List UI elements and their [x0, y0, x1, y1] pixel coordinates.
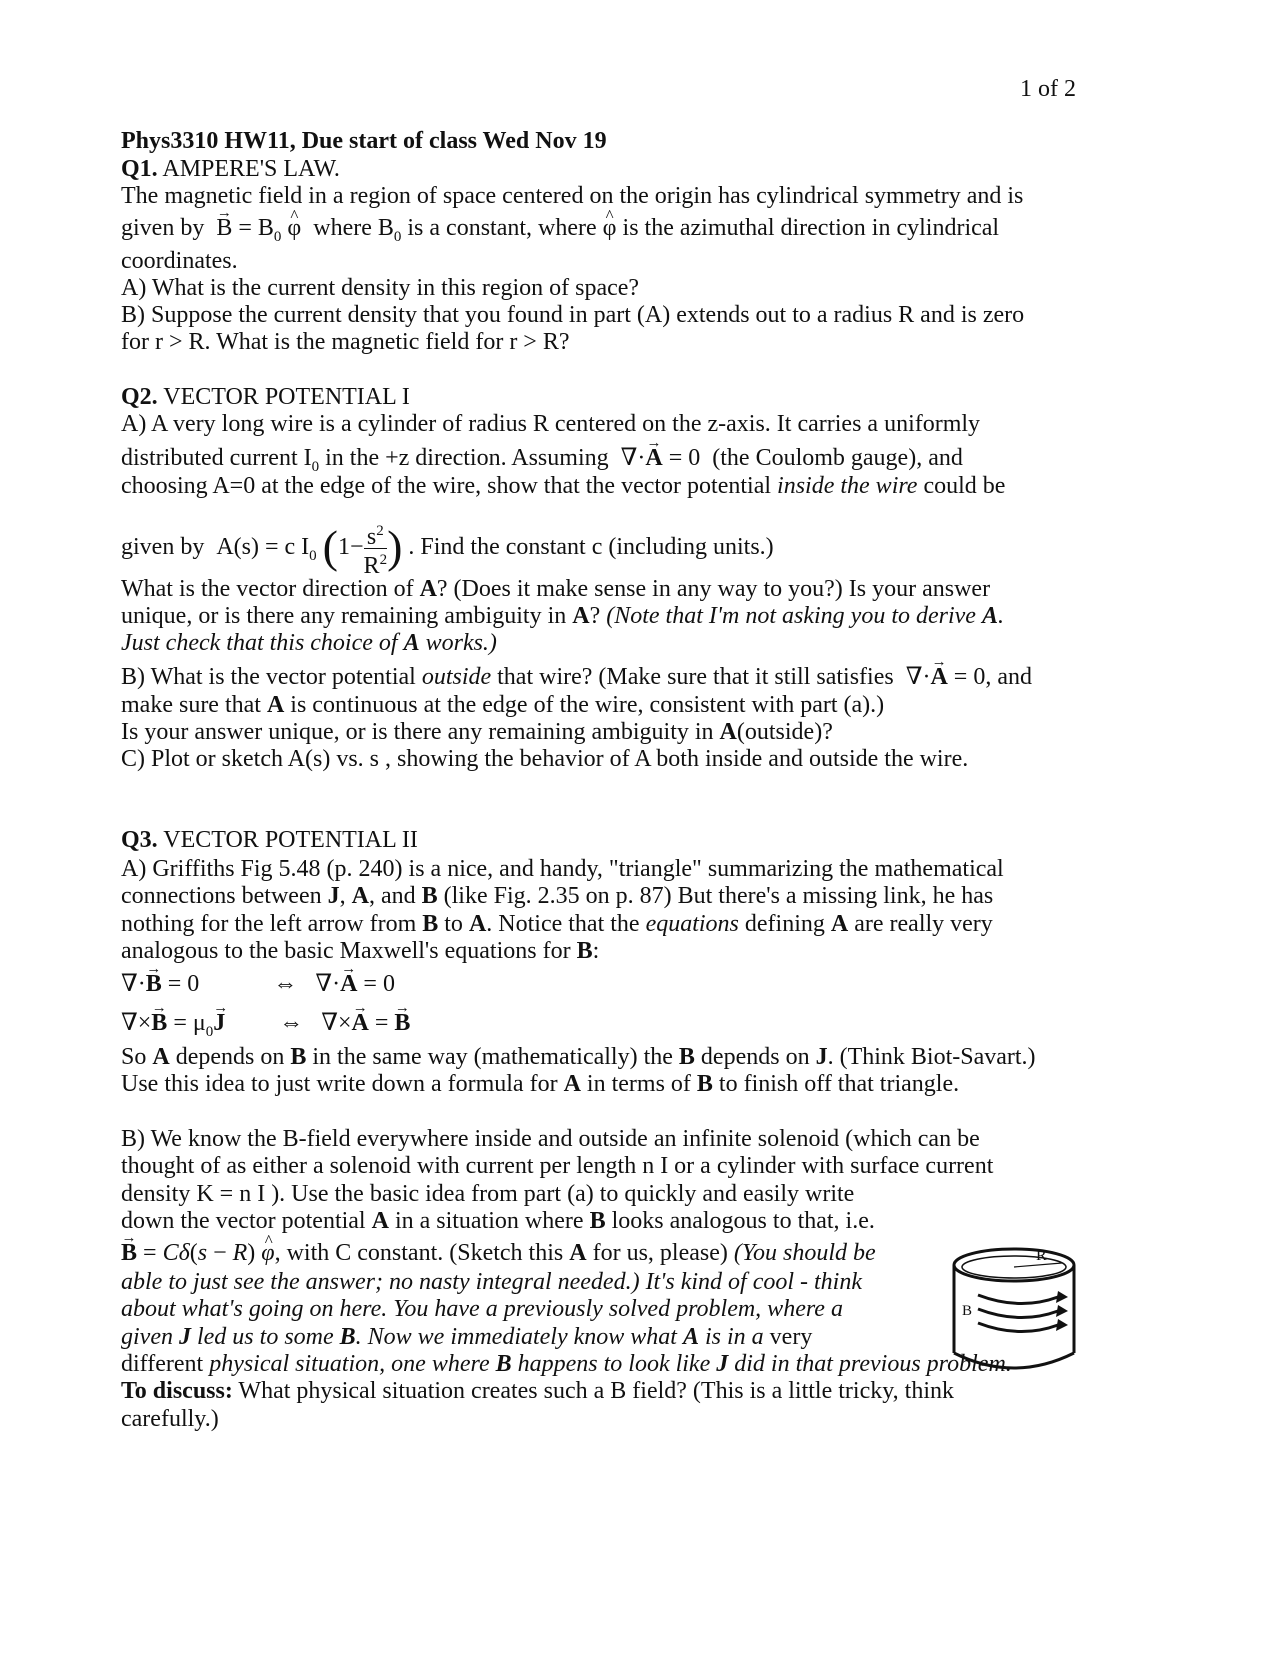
q2-a-line3-italic: inside the wire	[777, 473, 918, 499]
q3-b8-text-d: is in a	[704, 1324, 764, 1350]
q3-a-line1: A) Griffiths Fig 5.48 (p. 240) is a nice, and handy, "triangle" summarizing the mathematical	[121, 856, 1004, 882]
bold-b: B	[678, 1044, 695, 1070]
to-discuss-label: To discuss:	[121, 1378, 233, 1404]
q2-a-line2: distributed current $I_0$ in the +z direction. Assuming ∇·→ A = 0 (the Coulomb gauge), and	[121, 443, 963, 482]
q2-a-line2-text-b: in the +z direction. Assuming	[325, 445, 609, 471]
divergence-equation: ∇·→ A = 0	[900, 664, 986, 690]
q3-b-line5	[121, 1238, 876, 1268]
q2-question3-text-a: Just check that this choice of	[121, 630, 398, 656]
q2-a-line4-text-a: given by	[121, 534, 205, 561]
maxwell-curl-row: ∇×→ $B = \mu_0\to J$ ⇔ ∇×→ A = → B	[121, 1008, 410, 1047]
bold-j: J	[815, 1044, 828, 1070]
q1-line1: The magnetic field in a region of space centered on the origin has cylindrical symmetry and is	[121, 183, 1024, 209]
q3-b5-text-a: , with C constant. (Sketch this	[274, 1240, 564, 1266]
q2-a-line4	[121, 520, 774, 577]
q3-so-line1	[121, 1042, 1036, 1072]
q2-question2-text-b: ?	[589, 603, 601, 629]
q2-a-line1: A) A very long wire is a cylinder of radius R centered on the z-axis. It carries a uniformly	[121, 411, 981, 437]
q3-a-line2: connections between J, A, and B (like Fig. 2.35 on p. 87) But there's a missing link, he has	[121, 883, 994, 909]
bold-a: A	[266, 692, 285, 718]
q3-a2-text-c: (like Fig. 2.35 on p. 87) But there's a missing link, he has	[443, 883, 994, 909]
coulomb-gauge-equation: ∇·→ A = 0	[615, 445, 707, 471]
q3-b-line1: B) We know the B-field everywhere inside and outside an infinite solenoid (which can be	[121, 1126, 980, 1152]
bold-a: A	[371, 1208, 389, 1234]
q1-heading	[121, 154, 340, 184]
q3-discuss-line2: carefully.)	[121, 1406, 219, 1432]
q3-b8-text-b: led us to some	[196, 1324, 334, 1350]
q3-b8-text-a: given	[121, 1324, 173, 1350]
bold-italic-b: B	[495, 1351, 512, 1377]
q3-a4-text-a: analogous to the basic Maxwell's equations for	[121, 938, 571, 964]
q2-a-line2-text-c: (the Coulomb gauge), and	[712, 445, 963, 471]
q3-b-line6: able to just see the answer; no nasty integral needed.) It's kind of cool - think	[121, 1269, 862, 1295]
bold-b: B	[290, 1044, 307, 1070]
q3-discuss-line1	[121, 1376, 954, 1406]
q3-b4-text-a: down the vector potential	[121, 1208, 366, 1234]
vector-potential-equation: A(s) = c $I_0$ (1− $\frac{s^2}{R^2}$ )	[210, 521, 403, 579]
q2-question-text-b: ? (Does it make sense in any way to you?) Is your answer	[436, 576, 991, 602]
q2-label: Q2.	[121, 384, 158, 410]
page-number: 1 of 2	[1020, 76, 1076, 102]
maxwell-divergence-row: ∇·→ B = 0 ⇔ ∇·→ A = 0	[121, 969, 395, 999]
q3-discuss-text: What physical situation creates such a B field? (This is a little tricky, think	[238, 1378, 955, 1404]
q1-label: Q1.	[121, 156, 158, 182]
bold-a: A	[563, 1071, 581, 1097]
q2-c: C) Plot or sketch A(s) vs. s , showing the behavior of A both inside and outside the wire.	[121, 746, 969, 772]
q3-heading	[121, 825, 418, 855]
phi-hat-symbol: ^ φ	[603, 213, 617, 243]
q2-a-line2-text-a: distributed current I	[121, 445, 312, 471]
q2-question-text-a: What is the vector direction of	[121, 576, 414, 602]
q3-b9-text-a: different	[121, 1351, 204, 1377]
q3-b8-text-c: . Now we immediately know what	[355, 1324, 677, 1350]
q3-b-line3: density K = n I ). Use the basic idea from part (a) to quickly and easily write	[121, 1181, 855, 1207]
q2-b-line1	[121, 662, 1032, 692]
q3-s1-text-d: depends on	[700, 1044, 810, 1070]
bold-a: A	[572, 603, 590, 629]
q3-label: Q3.	[121, 827, 158, 853]
bold-italic-j: J	[716, 1351, 729, 1377]
bold-b: B	[421, 883, 438, 909]
q3-b8-text-e: very	[769, 1324, 813, 1350]
delta-b-equation: → B = Cδ(s − R) ^ φ	[121, 1240, 275, 1266]
q1-line2-text-d: is the azimuthal direction in cylindrical	[622, 215, 1000, 241]
q2-heading	[121, 382, 410, 412]
q3-a3-text-c: . Notice that the	[486, 911, 640, 937]
bold-italic-a: A	[682, 1324, 699, 1350]
q2-question-line3	[121, 628, 497, 658]
q2-a-line3-text-a: choosing A=0 at the edge of the wire, show that the vector potential	[121, 473, 772, 499]
q1-part-b-line1: B) Suppose the current density that you found in part (A) extends out to a radius R and is zero	[121, 302, 1025, 328]
bold-a: A	[830, 911, 849, 937]
q1-line2-text-c: is a constant, where	[407, 215, 597, 241]
q3-b9-italic-c: happens to look like	[517, 1351, 711, 1377]
q3-a3-text-b: to	[444, 911, 463, 937]
q3-b-line8	[121, 1322, 812, 1352]
q3-a2-text-a: connections between	[121, 883, 322, 909]
q2-b-text-c: that wire? (Make sure that it still satisfies	[497, 664, 894, 690]
bold-b: B	[422, 911, 439, 937]
bold-a: A	[569, 1240, 587, 1266]
q2-b2-text-b: is continuous at the edge of the wire, consistent with part (a).)	[290, 692, 885, 718]
q2-a-line3	[121, 471, 1005, 501]
q3-b9-italic-b: physical situation, one where	[209, 1351, 490, 1377]
radius-label: R	[1036, 1247, 1047, 1264]
q1-line3: coordinates.	[121, 248, 238, 274]
q2-b-text-d: , and	[985, 664, 1032, 690]
assignment-title: Phys3310 HW11, Due start of class Wed Nov 19	[121, 128, 607, 154]
q3-title: VECTOR POTENTIAL II	[163, 827, 418, 853]
q1-part-b-line2: for r > R. What is the magnetic field for r > R?	[121, 329, 570, 355]
q2-b-text-a: B) What is the vector potential	[121, 664, 416, 690]
q3-a-line3	[121, 909, 993, 939]
bold-j: J	[327, 883, 340, 909]
q3-a2-text-b: , and	[368, 883, 416, 909]
q3-s1-text-b: depends on	[175, 1044, 285, 1070]
q3-s1-text-c: in the same way (mathematically) the	[312, 1044, 673, 1070]
q1-line2-text-b: where B	[313, 215, 394, 241]
q2-b3-text-b: (outside)?	[736, 719, 833, 745]
bold-italic-a: A	[981, 603, 998, 629]
bold-italic-a: A	[403, 630, 420, 656]
q2-question-line2: unique, or is there any remaining ambiguity in A? (Note that I'm not asking you to derive A.	[121, 603, 1004, 629]
q3-s2-text-c: to finish off that triangle.	[718, 1071, 960, 1097]
bold-b: B	[696, 1071, 713, 1097]
q2-b3-text-a: Is your answer unique, or is there any remaining ambiguity in	[121, 719, 714, 745]
q2-b-line2	[121, 690, 884, 720]
q3-a3-text-e: defining	[744, 911, 825, 937]
q2-b-italic: outside	[421, 664, 492, 690]
q2-a-line3-text-c: could be	[923, 473, 1006, 499]
q1-line2: given by → $B = B_0$ ^ φ where $B_0$ is a constant, where ^ φ is the azimuthal direction in cylindrical	[121, 213, 999, 252]
q2-question-line1	[121, 574, 990, 604]
q2-note-italic: (Note that I'm not asking you to derive	[606, 603, 976, 629]
q3-a3-italic: equations	[645, 911, 739, 937]
q3-b-line4	[121, 1206, 875, 1236]
bold-a: A	[468, 911, 487, 937]
q3-b4-text-b: in a situation where	[394, 1208, 584, 1234]
q3-a-line4	[121, 936, 599, 966]
bold-a: A	[719, 719, 737, 745]
field-label: B	[962, 1303, 973, 1319]
q1-title: AMPERE'S LAW.	[162, 156, 340, 182]
bold-italic-b: B	[339, 1324, 356, 1350]
q1-part-a: A) What is the current density in this region of space?	[121, 275, 640, 301]
bold-b: B	[589, 1208, 606, 1234]
q2-title: VECTOR POTENTIAL I	[163, 384, 410, 410]
q1-line2-text-a: given by	[121, 215, 205, 241]
bold-a: A	[419, 576, 437, 602]
q3-s2-text-a: Use this idea to just write down a formula for	[121, 1071, 558, 1097]
q3-b5-italic: (You should be	[733, 1240, 876, 1266]
q2-b-line3	[121, 717, 833, 747]
q3-b-line9	[121, 1349, 1012, 1379]
q1-b-equation: → $B = B_0$ ^ φ	[210, 215, 307, 241]
q2-question3-text-b: works.)	[425, 630, 497, 656]
q3-s2-text-b: in terms of	[586, 1071, 691, 1097]
q3-b5-text-b: for us, please)	[592, 1240, 728, 1266]
solenoid-cylinder-figure	[950, 1245, 1078, 1375]
q3-so-line2	[121, 1069, 959, 1099]
q3-b9-italic-d: did in that previous problem.	[734, 1351, 1012, 1377]
q3-b-line7: about what's going on here. You have a previously solved problem, where a	[121, 1296, 843, 1322]
bold-italic-j: J	[178, 1324, 191, 1350]
bold-b: B	[576, 938, 593, 964]
q3-s1-text-a: So	[121, 1044, 147, 1070]
q2-a-line4-text-b: . Find the constant c (including units.)	[408, 534, 774, 561]
q3-a3-text-f: are really very	[854, 911, 993, 937]
bold-a: A	[351, 883, 369, 909]
q2-question2-text-a: unique, or is there any remaining ambiguity in	[121, 603, 567, 629]
bold-a: A	[152, 1044, 170, 1070]
q3-a4-text-b: :	[592, 938, 600, 964]
q3-b-line2: thought of as either a solenoid with current per length n I or a cylinder with surface current	[121, 1153, 994, 1179]
q2-b2-text-a: make sure that	[121, 692, 261, 718]
q3-a3-text-a: nothing for the left arrow from	[121, 911, 417, 937]
q3-b4-text-c: looks analogous to that, i.e.	[611, 1208, 875, 1234]
q3-s1-text-e: . (Think Biot-Savart.)	[827, 1044, 1036, 1070]
